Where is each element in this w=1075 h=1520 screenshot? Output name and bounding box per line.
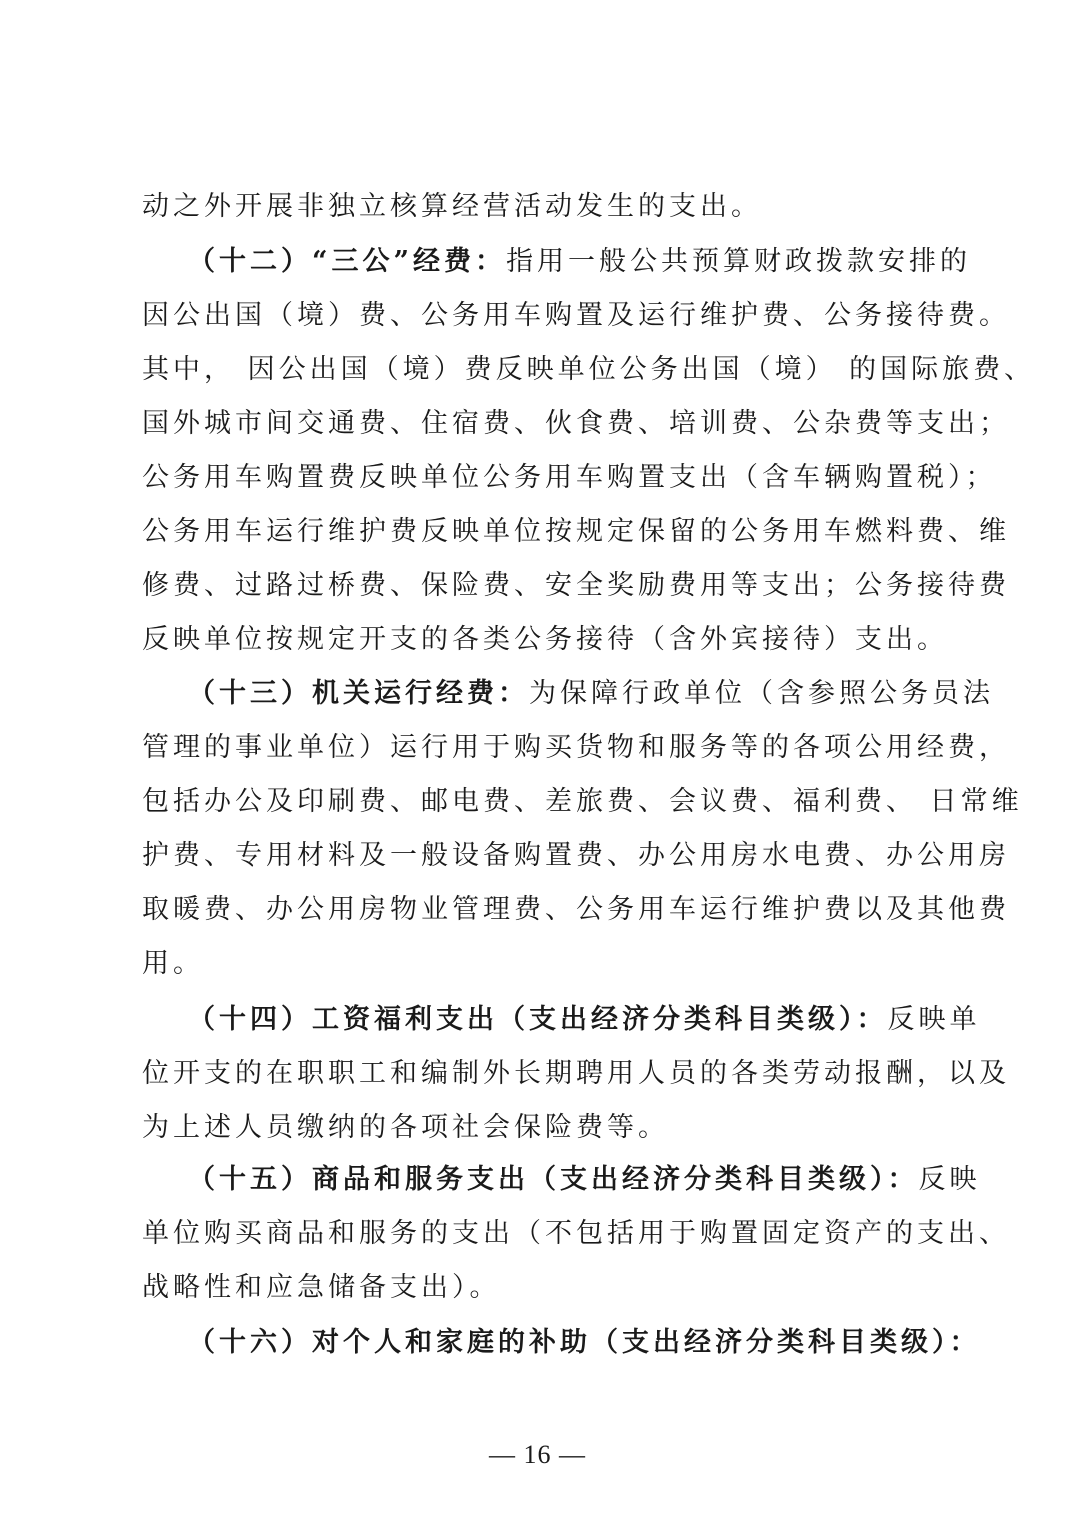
page-number: — 16 —	[489, 1440, 586, 1469]
paragraph-line: 公务用车运行维护费反映单位按规定保留的公务用车燃料费、维	[142, 516, 1010, 547]
paragraph-line: （十三）机关运行经费：为保障行政单位（含参照公务员法	[188, 678, 994, 709]
section-heading: （十四）工资福利支出（支出经济分类科目类级）：	[188, 1004, 888, 1035]
paragraph-line: 为上述人员缴纳的各项社会保险费等。	[142, 1112, 669, 1143]
paragraph-line: 护费、专用材料及一般设备购置费、办公用房水电费、办公用房	[142, 840, 1010, 871]
paragraph-line: 其中， 因公出国（境）费反映单位公务出国（境） 的国际旅费、	[142, 354, 1036, 385]
paragraph-line: 管理的事业单位）运行用于购买货物和服务等的各项公用经费，	[142, 732, 1010, 763]
paragraph-line: （十二）“三公”经费：指用一般公共预算财政拨款安排的	[188, 246, 972, 277]
paragraph-goods-services	[142, 1153, 1010, 1315]
paragraph-wages-welfare	[142, 993, 1010, 1155]
paragraph-line	[142, 1316, 981, 1370]
section-heading: （十三）机关运行经费：	[188, 678, 529, 709]
paragraph-line: 公务用车购置费反映单位公务用车购置支出（含车辆购置税）；	[142, 462, 997, 493]
paragraph-operating-funds	[142, 667, 1023, 991]
paragraph-line: 用。	[142, 948, 204, 979]
paragraph-line: （十四）工资福利支出（支出经济分类科目类级）：反映单	[188, 1004, 981, 1035]
paragraph-line: 取暖费、办公用房物业管理费、公务用车运行维护费以及其他费	[142, 894, 1010, 925]
paragraph-line: 反映单位按规定开支的各类公务接待（含外宾接待）支出。	[142, 624, 948, 655]
paragraph-continuation	[142, 180, 940, 234]
section-heading: （十六）对个人和家庭的补助（支出经济分类科目类级）：	[188, 1327, 981, 1358]
paragraph-line: 单位购买商品和服务的支出（不包括用于购置固定资产的支出、	[142, 1218, 1010, 1249]
section-heading: （十二）“三公”经费：	[188, 246, 507, 277]
paragraph-line: 位开支的在职职工和编制外长期聘用人员的各类劳动报酬，以及	[142, 1058, 1010, 1089]
paragraph-line: 因公出国（境）费、公务用车购置及运行维护费、公务接待费。	[142, 300, 1010, 331]
paragraph-line: 战略性和应急储备支出）。	[142, 1272, 501, 1303]
section-heading: （十五）商品和服务支出（支出经济分类科目类级）：	[188, 1164, 919, 1195]
paragraph-sangong-funds	[142, 235, 1036, 667]
paragraph-line: 动之外开展非独立核算经营活动发生的支出。	[142, 191, 762, 222]
paragraph-household-subsidies	[142, 1316, 981, 1370]
paragraph-line: 包括办公及印刷费、邮电费、差旅费、会议费、福利费、 日常维	[142, 786, 1023, 817]
paragraph-line: 国外城市间交通费、住宿费、伙食费、培训费、公杂费等支出；	[142, 408, 1010, 439]
paragraph-line: （十五）商品和服务支出（支出经济分类科目类级）：反映	[188, 1164, 981, 1195]
paragraph-line: 修费、过路过桥费、保险费、安全奖励费用等支出；公务接待费	[142, 570, 1010, 601]
